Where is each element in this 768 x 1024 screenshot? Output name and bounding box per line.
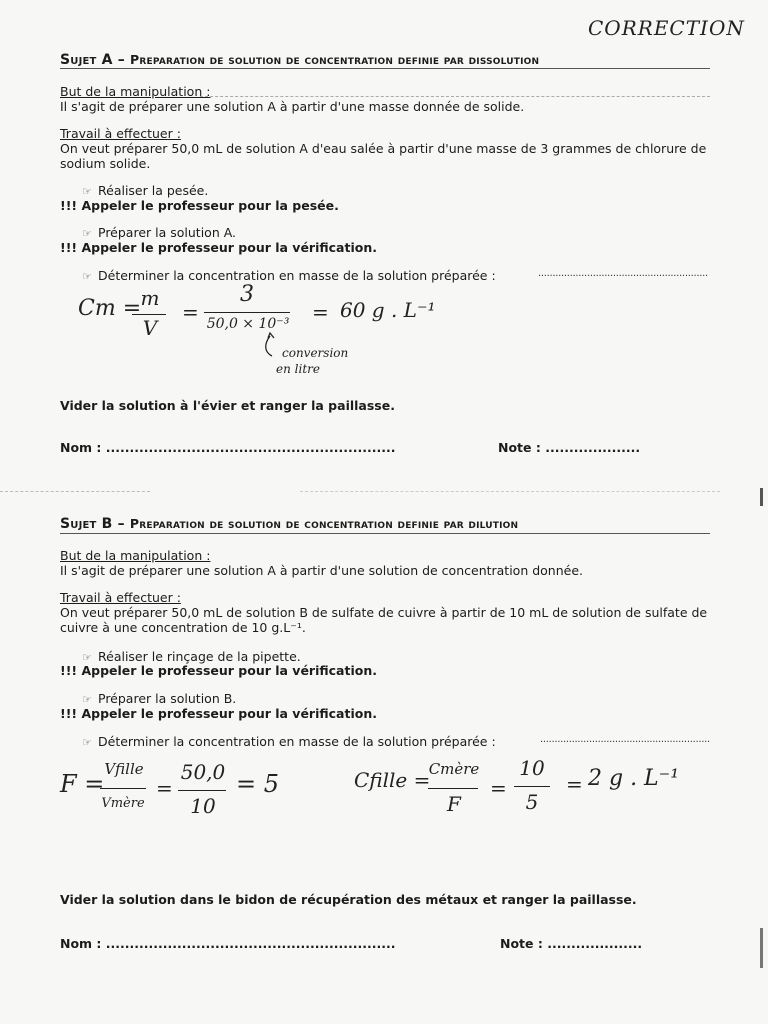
- sujet-b-title-rest: Preparation de solution de concentration definie par dilution: [129, 516, 519, 531]
- cut-line-left: [0, 491, 150, 492]
- arrow-curve: [266, 336, 272, 356]
- hand-pointer-icon: ☞: [82, 651, 92, 664]
- formula-c-f: F: [447, 792, 461, 816]
- sujet-a-but-label: But de la manipulation :: [60, 84, 211, 99]
- sujet-b-answer-dots: ...........................................................: [540, 734, 710, 745]
- sujet-b-title-prefix: Sujet B –: [60, 516, 130, 532]
- sujet-b-step1: [82, 649, 301, 664]
- sujet-a-travail-line1: On veut préparer 50,0 mL de solution A d'eau salée à partir d'une masse de 3 grammes de chlorure de: [60, 141, 707, 156]
- formula-a-note-line1: conversion: [282, 346, 349, 360]
- sujet-a-final: Vider la solution à l'évier et ranger la paillasse.: [60, 398, 395, 413]
- sujet-b-call1: !!! Appeler le professeur pour la vérification.: [60, 663, 377, 678]
- sujet-b-travail-label: Travail à effectuer :: [60, 590, 181, 605]
- formula-a-cm: Cm =: [78, 296, 142, 321]
- formula-c-num: 10: [519, 756, 545, 780]
- hand-pointer-icon: ☞: [82, 693, 92, 706]
- formula-a-eq1: =: [182, 300, 199, 324]
- formula-a-three: 3: [240, 282, 254, 307]
- sujet-a-note: Note : ....................: [498, 440, 641, 455]
- sujet-b-step3: [82, 734, 496, 749]
- sujet-b-step2-text: Préparer la solution B.: [98, 691, 237, 706]
- formula-c-cfille: Cfille =: [354, 768, 431, 792]
- scan-edge-mark: [760, 928, 763, 968]
- formula-b-eq2: = 5: [236, 770, 280, 798]
- sujet-b-rule: [60, 533, 710, 534]
- formula-c-eq2: =: [566, 772, 583, 796]
- sujet-a-nom: Nom : .............................................................: [60, 440, 396, 455]
- sujet-b-travail-line1: On veut préparer 50,0 mL de solution B de sulfate de cuivre à partir de 10 mL de solution de sulfate de: [60, 605, 708, 620]
- formula-a-m: m: [140, 286, 160, 310]
- formula-b-fracline-2: [178, 790, 226, 791]
- sujet-b-note: Note : ....................: [500, 936, 643, 951]
- sujet-a-but-text: Il s'agit de préparer une solution A à partir d'une masse donnée de solide.: [60, 99, 525, 114]
- formula-c-den: 5: [525, 790, 539, 814]
- sujet-b-title: [60, 516, 518, 532]
- formula-a-result: 60 g . L⁻¹: [340, 298, 436, 322]
- sujet-a-answer-dots: ...........................................................: [538, 268, 708, 279]
- sujet-a-travail-line2: sodium solide.: [60, 156, 151, 171]
- formula-b-eq1: =: [156, 776, 173, 800]
- sujet-a-step3-text: Déterminer la concentration en masse de la solution préparée :: [98, 268, 496, 283]
- sujet-b-nom: Nom : .............................................................: [60, 936, 396, 951]
- formula-c-fracline-2: [514, 786, 550, 787]
- arrow-head: [268, 333, 274, 338]
- sujet-a-title-prefix: Sujet A –: [60, 52, 131, 68]
- sujet-a-call1: !!! Appeler le professeur pour la pesée.: [60, 198, 339, 213]
- formula-b-vmere: Vmère: [101, 796, 145, 811]
- formula-a-eq2: =: [312, 300, 329, 324]
- formula-c-eq1: =: [490, 776, 507, 800]
- formula-a-v: V: [142, 316, 158, 340]
- correction-label: CORRECTION: [588, 16, 745, 40]
- sujet-b-call2: !!! Appeler le professeur pour la vérification.: [60, 706, 377, 721]
- formula-a-note-line2: en litre: [276, 362, 320, 376]
- sujet-b-step1-text: Réaliser le rinçage de la pipette.: [98, 649, 301, 664]
- formula-b-fracline-1: [100, 788, 146, 789]
- sujet-b-step2: [82, 691, 236, 706]
- cut-line-right: [300, 491, 720, 492]
- sujet-a-travail-label: Travail à effectuer :: [60, 126, 181, 141]
- scan-edge-mark: [760, 488, 763, 506]
- formula-b-f: F =: [60, 770, 105, 798]
- formula-c-fracline-1: [428, 788, 478, 789]
- sujet-b-final: Vider la solution dans le bidon de récupération des métaux et ranger la paillasse.: [60, 892, 637, 907]
- formula-a-denom: 50,0 × 10⁻³: [206, 316, 290, 332]
- sujet-a-step1-text: Réaliser la pesée.: [98, 183, 209, 198]
- sujet-b-but-text: Il s'agit de préparer une solution A à partir d'une solution de concentration donnée.: [60, 563, 584, 578]
- formula-b-vfille: Vfille: [104, 760, 144, 778]
- hand-pointer-icon: ☞: [82, 736, 92, 749]
- formula-c-cmere: Cmère: [428, 760, 480, 778]
- hand-pointer-icon: ☞: [82, 270, 92, 283]
- sujet-b-travail-line2: cuivre à une concentration de 10 g.L⁻¹.: [60, 620, 306, 635]
- sujet-a-step2-text: Préparer la solution A.: [98, 225, 237, 240]
- formula-b-num: 50,0: [180, 760, 226, 784]
- hand-pointer-icon: ☞: [82, 227, 92, 240]
- formula-b-den: 10: [190, 794, 216, 818]
- sujet-b-step3-text: Déterminer la concentration en masse de la solution préparée :: [98, 734, 496, 749]
- formula-c-result: 2 g . L⁻¹: [588, 766, 680, 791]
- sujet-a-title-rest: Preparation de solution de concentration definie par dissolution: [130, 52, 540, 67]
- sujet-a-call2: !!! Appeler le professeur pour la vérification.: [60, 240, 377, 255]
- sujet-b-but-label: But de la manipulation :: [60, 548, 211, 563]
- hand-pointer-icon: ☞: [82, 185, 92, 198]
